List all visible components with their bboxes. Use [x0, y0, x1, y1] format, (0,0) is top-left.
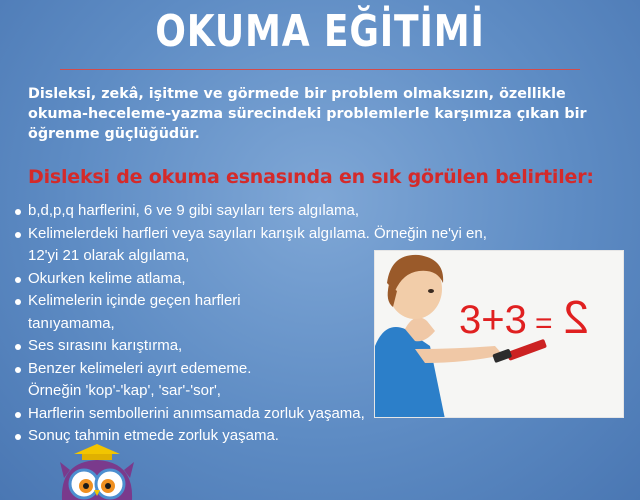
- owl-logo: [52, 440, 142, 500]
- title-divider: [60, 69, 580, 70]
- page-title: OKUMA EĞİTİMİ: [155, 6, 485, 57]
- intro-paragraph: Disleksi, zekâ, işitme ve görmede bir problem olmaksızın, özellikle okuma-heceleme-yazma sürecindeki problemlerle karşımıza çıkan bir öğrenme güçlüğüdür.: [28, 86, 587, 142]
- list-item: Ses sırasını karıştırma,: [12, 335, 572, 358]
- list-item: Kelimelerdeki harfleri veya sayıları karışık algılama. Örneğin ne'yi en, 12'yi 21 olarak algılama,: [12, 223, 572, 268]
- list-item: Kelimelerin içinde geçen harfleri tanıyamama,: [12, 290, 572, 335]
- owl-icon: [52, 440, 142, 500]
- equation-equals: =: [535, 307, 553, 340]
- list-item: b,d,p,q harflerini, 6 ve 9 gibi sayıları ters algılama,: [12, 200, 572, 223]
- child-whiteboard-photo: [374, 250, 624, 418]
- list-item: Benzer kelimeleri ayırt edememe. Örneğin 'kop'-'kap', 'sar'-'sor',: [12, 358, 572, 403]
- list-item: Sonuç tahmin etmede zorluk yaşama.: [12, 425, 572, 448]
- equation-left: 3+3: [459, 298, 527, 342]
- symptoms-heading: Disleksi de okuma esnasında en sık görülen belirtiler:: [28, 166, 594, 188]
- list-item: Harflerin sembollerini anımsamada zorluk yaşama,: [12, 403, 572, 426]
- list-item: Okurken kelime atlama,: [12, 268, 572, 291]
- mirrored-answer: 2: [563, 291, 589, 343]
- whiteboard-illustration: [375, 251, 624, 418]
